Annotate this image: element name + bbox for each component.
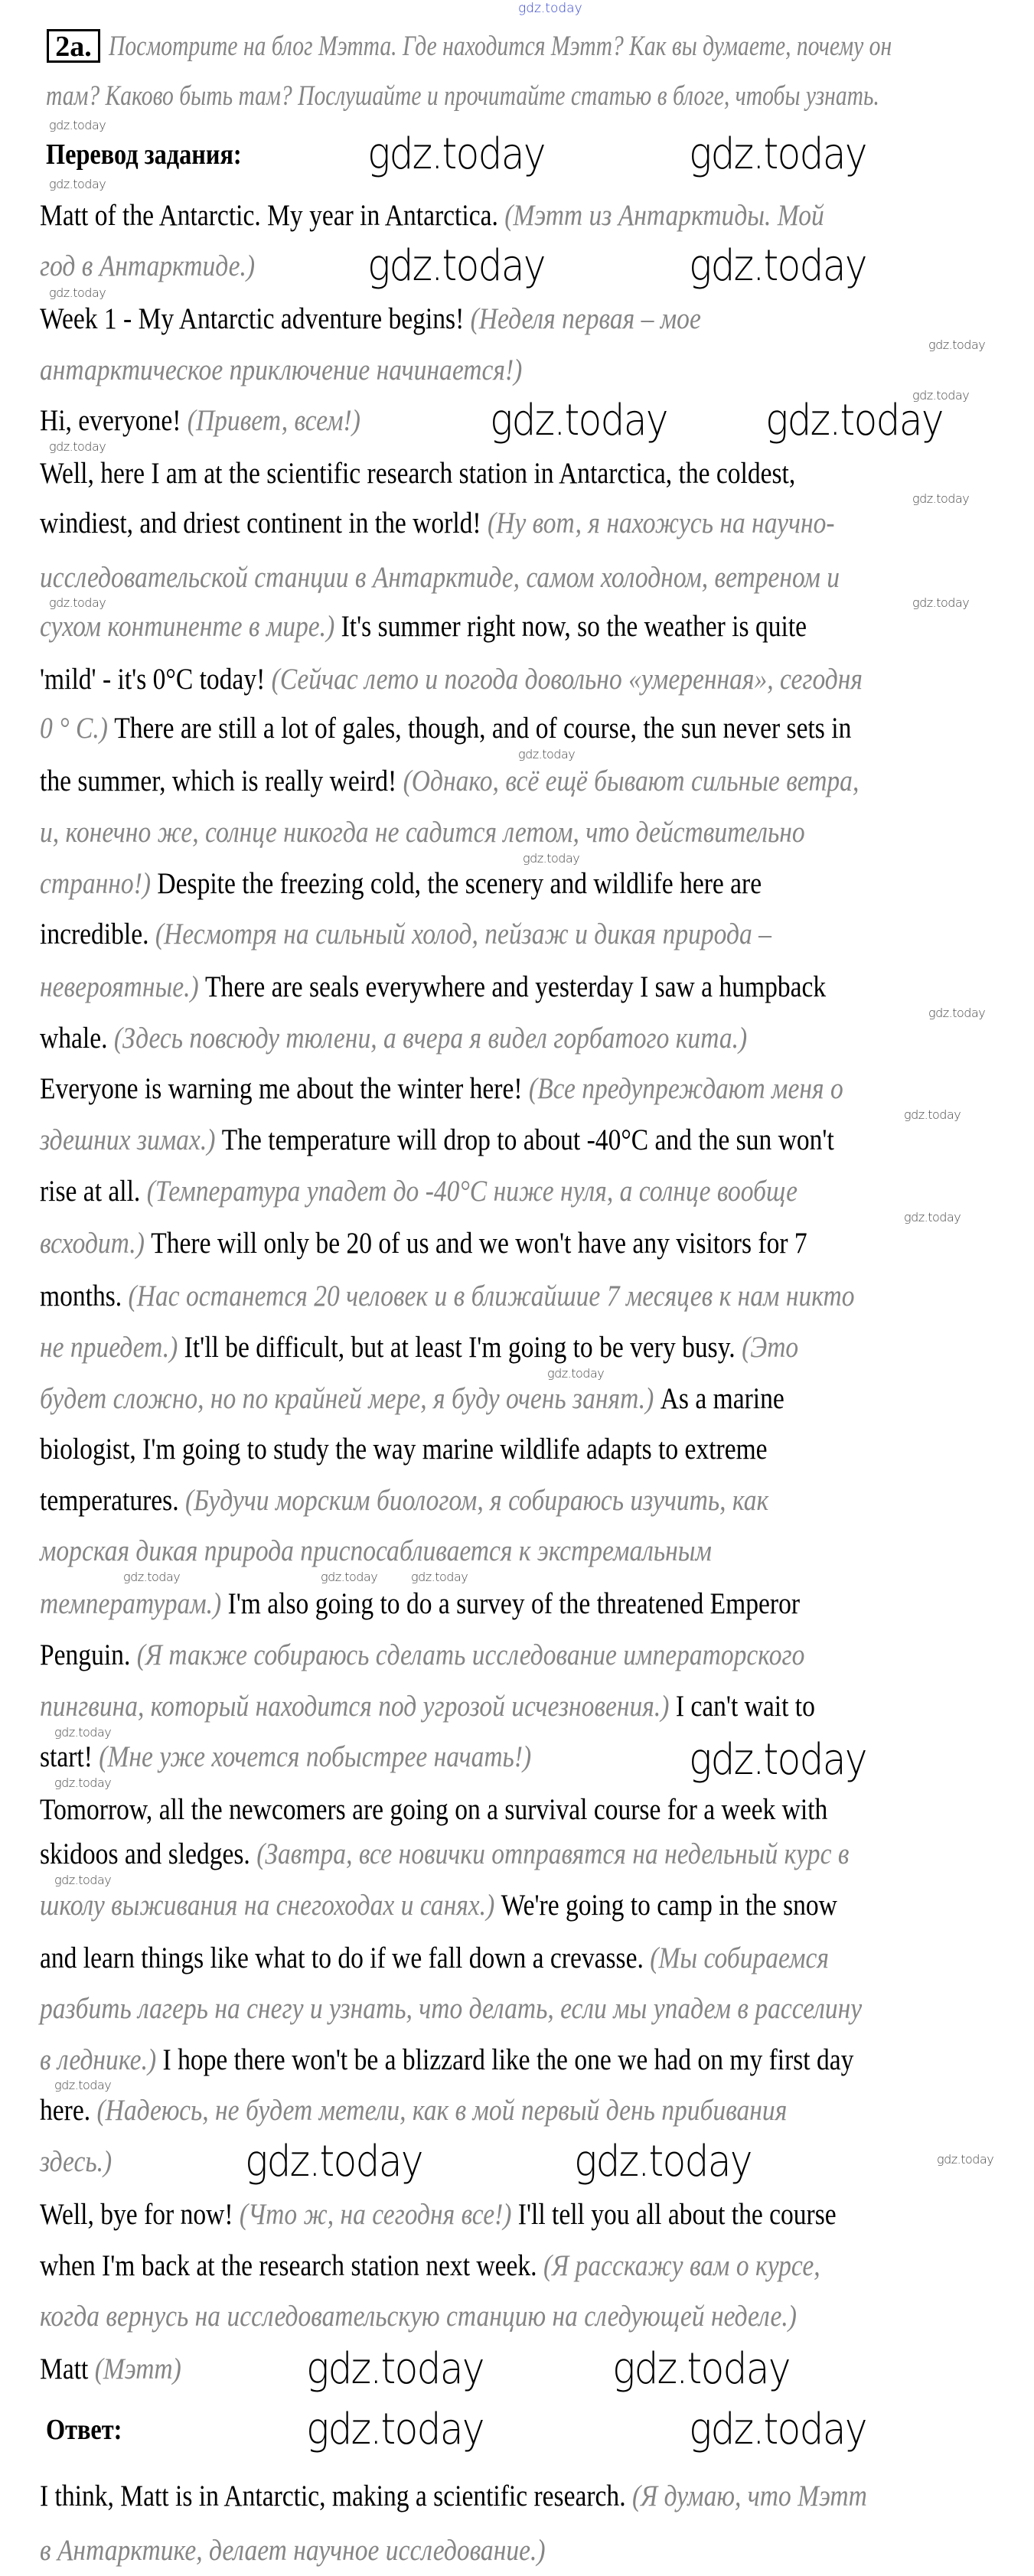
english-text: and learn things like what to do if we fall down a crevasse. bbox=[40, 1942, 651, 1974]
watermark: gdz.today bbox=[49, 439, 106, 454]
watermark: gdz.today bbox=[367, 129, 545, 179]
text-line bbox=[40, 711, 851, 746]
russian-translation: в Антарктике, делает научное исследование.) bbox=[40, 2534, 546, 2567]
text-line bbox=[40, 609, 807, 644]
watermark: gdz.today bbox=[306, 2405, 484, 2454]
text-line bbox=[40, 506, 835, 541]
english-text: here. bbox=[40, 2094, 97, 2127]
russian-translation: (Несмотря на сильный холод, пейзаж и дикая природа – bbox=[155, 918, 771, 951]
text-line bbox=[40, 1534, 712, 1569]
russian-translation: (Здесь повсюду тюлени, а вчера я видел горбатого кита.) bbox=[113, 1022, 748, 1055]
watermark: gdz.today bbox=[123, 1570, 181, 1584]
russian-translation: (Мне уже хочется побыстрее начать!) bbox=[99, 1740, 532, 1773]
english-text: Hi, everyone! bbox=[40, 404, 188, 437]
english-text: I think, Matt is in Antarctic, making a scientific research. bbox=[40, 2480, 632, 2512]
english-text: There will only be 20 of us and we won't have any visitors for 7 bbox=[151, 1227, 807, 1260]
russian-translation: антарктическое приключение начинается!) bbox=[40, 354, 523, 386]
russian-translation: (Мэтт из Антарктиды. Мой bbox=[504, 199, 824, 232]
watermark: gdz.today bbox=[689, 2405, 866, 2454]
english-text: Well, bye for now! bbox=[40, 2198, 240, 2231]
text-line bbox=[40, 1226, 807, 1261]
watermark: gdz.today bbox=[321, 1570, 378, 1584]
russian-translation: (Надеюсь, не будет метели, как в мой первый день прибивания bbox=[96, 2094, 788, 2127]
english-text: 'mild' - it's 0°C today! bbox=[40, 663, 272, 696]
text-line bbox=[40, 198, 824, 233]
russian-translation: всходит.) bbox=[40, 1227, 152, 1260]
english-text: when I'm back at the research station next week. bbox=[40, 2249, 543, 2282]
watermark: gdz.today bbox=[912, 388, 970, 403]
english-text: There are seals everywhere and yesterday I saw a humpback bbox=[205, 970, 827, 1003]
text-line bbox=[40, 302, 701, 337]
russian-translation: (Ну вот, я нахожусь на научно- bbox=[487, 507, 835, 540]
text-line bbox=[40, 1174, 798, 1209]
watermark: gdz.today bbox=[518, 1, 582, 16]
watermark: gdz.today bbox=[490, 396, 667, 445]
watermark: gdz.today bbox=[912, 491, 970, 506]
english-text: rise at all. bbox=[40, 1175, 147, 1208]
answer-heading: Ответ: bbox=[46, 2414, 122, 2446]
watermark: gdz.today bbox=[54, 1725, 112, 1740]
russian-translation: температурам.) bbox=[40, 1587, 228, 1620]
text-line bbox=[40, 1381, 784, 1417]
russian-translation: 0 ° C.) bbox=[40, 712, 115, 745]
watermark: gdz.today bbox=[54, 2078, 112, 2092]
text-line bbox=[40, 2352, 181, 2387]
russian-translation: (Что ж, на сегодня все!) bbox=[239, 2198, 518, 2231]
watermark: gdz.today bbox=[689, 241, 866, 291]
russian-translation: (Завтра, все новички отправятся на недельный курс в bbox=[256, 1837, 850, 1870]
english-text: We're going to camp in the snow bbox=[501, 1889, 837, 1922]
russian-translation: не приедет.) bbox=[40, 1331, 184, 1364]
text-line bbox=[40, 1991, 862, 2027]
english-text: skidoos and sledges. bbox=[40, 1837, 257, 1870]
english-text: I'm also going to do a survey of the threatened Emperor bbox=[227, 1587, 801, 1620]
watermark: gdz.today bbox=[904, 1210, 961, 1224]
text-line bbox=[40, 1071, 843, 1107]
russian-translation: когда вернусь на исследовательскую станцию на следующей неделе.) bbox=[40, 2300, 797, 2333]
russian-translation: (Мэтт) bbox=[94, 2353, 181, 2385]
watermark: gdz.today bbox=[306, 2344, 484, 2394]
english-text: biologist, I'm going to study the way marine wildlife adapts to extreme bbox=[40, 1433, 768, 1466]
text-line bbox=[40, 1941, 829, 1976]
text-line bbox=[40, 1638, 804, 1673]
russian-translation: сухом континенте в мире.) bbox=[40, 610, 341, 643]
task-number-box: 2a. bbox=[47, 29, 100, 63]
watermark: gdz.today bbox=[689, 129, 866, 179]
russian-translation: (Сейчас лето и погода довольно «умеренная», сегодня bbox=[271, 663, 863, 696]
russian-translation: в леднике.) bbox=[40, 2043, 163, 2076]
russian-translation: (Мы собираемся bbox=[650, 1942, 829, 1974]
english-text: months. bbox=[40, 1280, 129, 1312]
russian-translation: школу выживания на снегоходах и санях.) bbox=[40, 1889, 501, 1922]
watermark: gdz.today bbox=[49, 118, 106, 132]
russian-translation: (Я расскажу вам о курсе, bbox=[543, 2249, 820, 2282]
english-text: Despite the freezing cold, the scenery and wildlife here are bbox=[157, 867, 762, 900]
text-line bbox=[40, 2533, 546, 2568]
russian-translation: год в Антарктиде.) bbox=[40, 249, 256, 282]
text-line bbox=[40, 917, 771, 952]
text-line bbox=[40, 2248, 820, 2284]
watermark: gdz.today bbox=[912, 595, 970, 610]
russian-translation: (Однако, всё ещё бывают сильные ветра, bbox=[403, 765, 859, 797]
russian-translation: (Привет, всем!) bbox=[187, 404, 360, 437]
watermark: gdz.today bbox=[367, 241, 545, 291]
watermark: gdz.today bbox=[523, 851, 580, 866]
english-text: I'll tell you all about the course bbox=[517, 2198, 837, 2231]
text-line bbox=[40, 1279, 855, 1314]
english-text: Penguin. bbox=[40, 1639, 137, 1671]
watermark: gdz.today bbox=[928, 337, 986, 352]
watermark: gdz.today bbox=[49, 595, 106, 610]
text-line bbox=[40, 2043, 853, 2078]
english-text: I hope there won't be a blizzard like the one we had on my first day bbox=[162, 2043, 854, 2076]
english-text: It's summer right now, so the weather is quite bbox=[341, 610, 807, 643]
english-text: incredible. bbox=[40, 918, 155, 951]
text-line bbox=[40, 970, 826, 1005]
text-line bbox=[40, 403, 360, 439]
english-text: As a marine bbox=[660, 1382, 784, 1415]
translation-heading: Перевод задания: bbox=[46, 139, 242, 171]
text-line bbox=[40, 2093, 787, 2128]
english-text: Week 1 - My Antarctic adventure begins! bbox=[40, 302, 471, 335]
text-line bbox=[40, 1021, 747, 1056]
text-line bbox=[40, 353, 522, 388]
russian-translation: и, конечно же, солнце никогда не садится летом, что действительно bbox=[40, 816, 805, 849]
russian-translation: странно!) bbox=[40, 867, 158, 900]
text-line bbox=[40, 1586, 800, 1622]
english-text: start! bbox=[40, 1740, 99, 1773]
text-line bbox=[40, 1330, 798, 1365]
text-line bbox=[40, 1740, 531, 1775]
text-line bbox=[40, 764, 859, 799]
watermark: gdz.today bbox=[411, 1570, 468, 1584]
task-text-line-1: Посмотрите на блог Мэтта. Где находится Мэтт? Как вы думаете, почему он bbox=[109, 31, 892, 62]
text-line bbox=[40, 815, 805, 850]
watermark: gdz.today bbox=[689, 1735, 866, 1785]
watermark: gdz.today bbox=[49, 177, 106, 191]
watermark: gdz.today bbox=[904, 1107, 961, 1122]
text-line bbox=[40, 249, 255, 284]
watermark: gdz.today bbox=[937, 2152, 994, 2167]
text-line bbox=[40, 1483, 768, 1518]
english-text: There are still a lot of gales, though, and of course, the sun never sets in bbox=[114, 712, 852, 745]
english-text: the summer, which is really weird! bbox=[40, 765, 403, 797]
task-text-line-2: там? Каково быть там? Послушайте и прочитайте статью в блоге, чтобы узнать. bbox=[46, 80, 879, 112]
watermark: gdz.today bbox=[765, 396, 943, 445]
text-line bbox=[40, 1837, 849, 1872]
watermark: gdz.today bbox=[49, 285, 106, 300]
english-text: whale. bbox=[40, 1022, 114, 1055]
russian-translation: морская дикая природа приспосабливается к экстремальным bbox=[40, 1534, 712, 1567]
watermark: gdz.today bbox=[574, 2137, 752, 2186]
russian-translation: (Неделя первая – мое bbox=[470, 302, 701, 335]
text-line bbox=[40, 1689, 815, 1724]
russian-translation: (Температура упадет до -40°C ниже нуля, а солнце вообще bbox=[146, 1175, 798, 1208]
text-line bbox=[40, 1432, 768, 1467]
russian-translation: пингвина, который находится под угрозой исчезновения.) bbox=[40, 1690, 676, 1723]
russian-translation: (Это bbox=[742, 1331, 799, 1364]
text-line bbox=[40, 2144, 112, 2180]
english-text: Matt bbox=[40, 2353, 95, 2385]
english-text: Matt of the Antarctic. My year in Antarctica. bbox=[40, 199, 505, 232]
russian-translation: (Нас останется 20 человек и в ближайшие 7 месяцев к нам никто bbox=[128, 1280, 855, 1312]
watermark: gdz.today bbox=[928, 1006, 986, 1020]
text-line bbox=[40, 2197, 837, 2232]
russian-translation: (Я думаю, что Мэтт bbox=[631, 2480, 867, 2512]
english-text: The temperature will drop to about -40°C and the sun won't bbox=[221, 1123, 834, 1156]
russian-translation: невероятные.) bbox=[40, 970, 206, 1003]
watermark: gdz.today bbox=[245, 2137, 422, 2186]
text-line bbox=[40, 560, 840, 595]
english-text: It'll be difficult, but at least I'm going to be very busy. bbox=[184, 1331, 742, 1364]
russian-translation: разбить лагерь на снегу и узнать, что делать, если мы упадем в расселину bbox=[40, 1992, 863, 2025]
english-text: Well, here I am at the scientific research station in Antarctica, the coldest, bbox=[40, 457, 796, 490]
text-line bbox=[40, 456, 795, 491]
text-line bbox=[40, 2479, 867, 2514]
watermark: gdz.today bbox=[54, 1873, 112, 1887]
russian-translation: здесь.) bbox=[40, 2145, 113, 2178]
english-text: Everyone is warning me about the winter here! bbox=[40, 1072, 529, 1105]
english-text: temperatures. bbox=[40, 1484, 185, 1517]
russian-translation: (Все предупреждают меня о bbox=[528, 1072, 843, 1105]
english-text: I can't wait to bbox=[675, 1690, 815, 1723]
russian-translation: будет сложно, но по крайней мере, я буду очень занят.) bbox=[40, 1382, 661, 1415]
english-text: windiest, and driest continent in the world! bbox=[40, 507, 488, 540]
russian-translation: (Будучи морским биологом, я собираюсь изучить, как bbox=[184, 1484, 769, 1517]
russian-translation: исследовательской станции в Антарктиде, самом холодном, ветреном и bbox=[40, 561, 840, 594]
watermark: gdz.today bbox=[54, 1775, 112, 1790]
russian-translation: здешних зимах.) bbox=[40, 1123, 222, 1156]
text-line bbox=[40, 1123, 834, 1158]
watermark: gdz.today bbox=[518, 747, 576, 761]
text-line bbox=[40, 866, 762, 902]
watermark: gdz.today bbox=[612, 2344, 790, 2394]
watermark: gdz.today bbox=[547, 1366, 605, 1381]
text-line bbox=[40, 1792, 827, 1828]
text-line bbox=[40, 2299, 797, 2334]
russian-translation: (Я также собираюсь сделать исследование императорского bbox=[136, 1639, 805, 1671]
text-line bbox=[40, 662, 863, 697]
english-text: Tomorrow, all the newcomers are going on a survival course for a week with bbox=[40, 1793, 828, 1826]
text-line bbox=[40, 1888, 837, 1923]
